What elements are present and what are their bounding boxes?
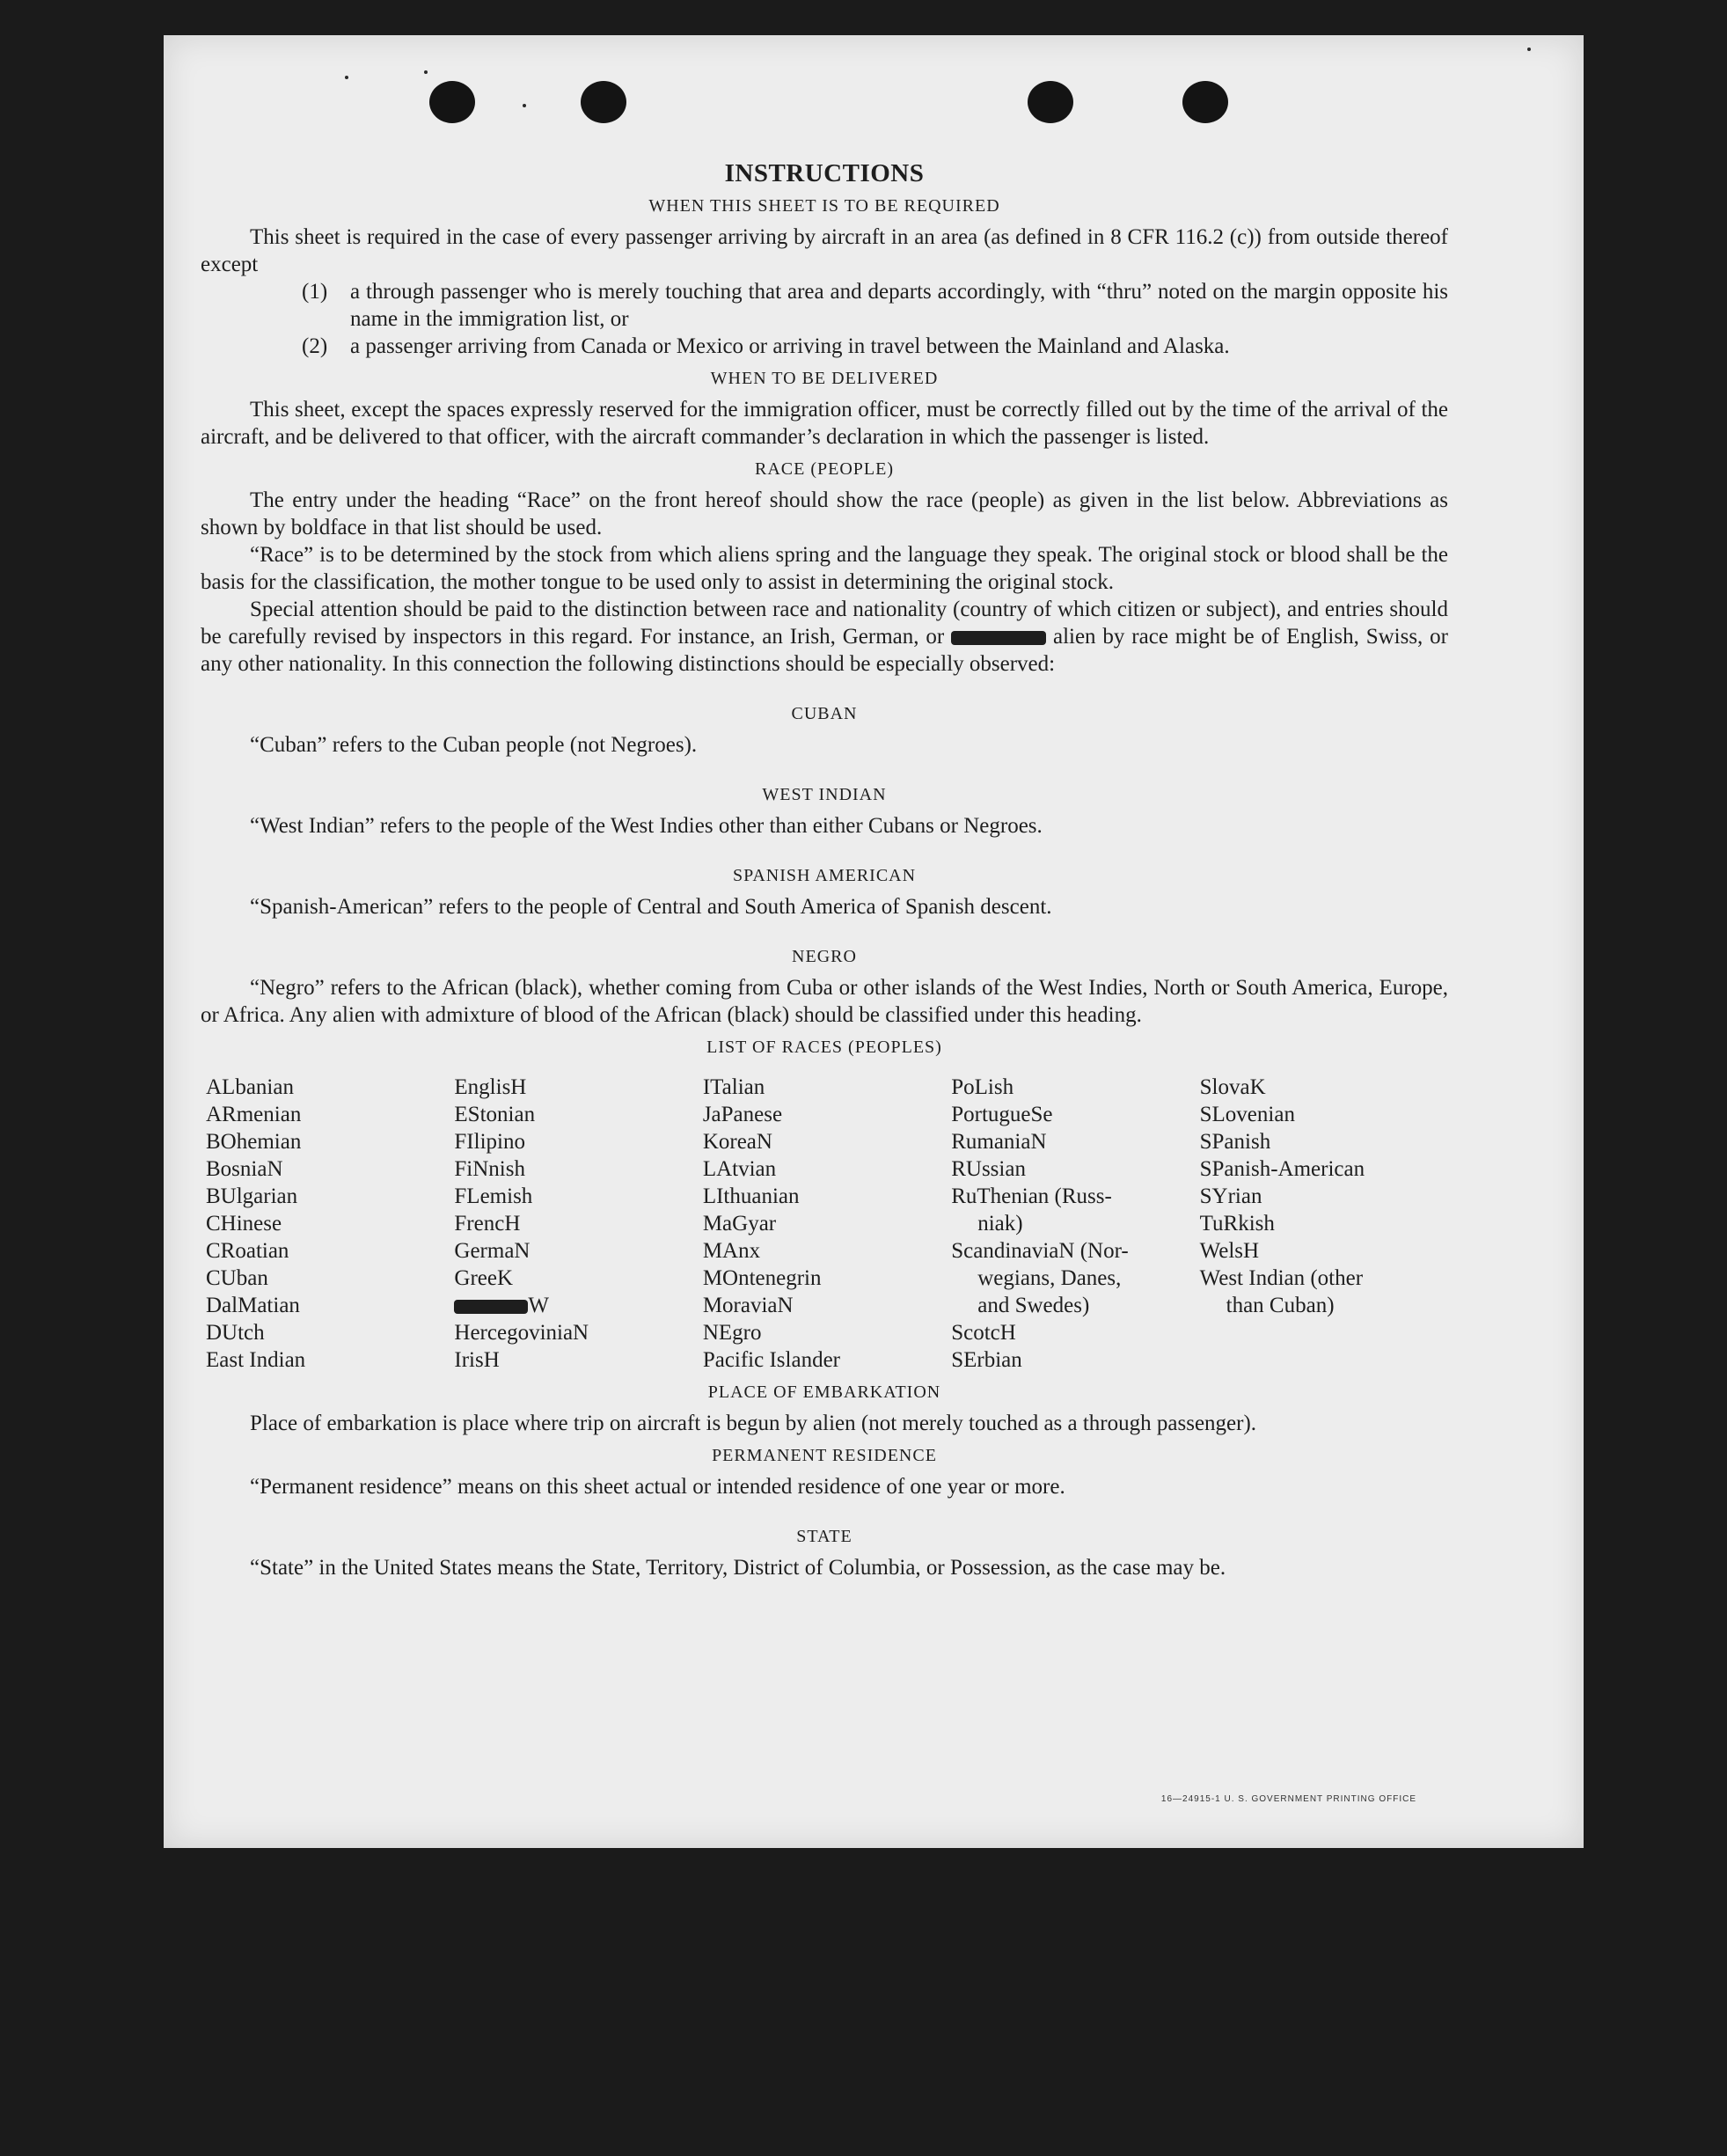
race-item-continued: wegians, Danes, (977, 1266, 1122, 1290)
races-column-4 (951, 1074, 1199, 1374)
punch-hole-1 (429, 81, 475, 123)
race-item: IrisH (454, 1348, 500, 1372)
race-item: RuThenian (Russ- (951, 1184, 1112, 1208)
cuban-text: “Cuban” refers to the Cuban people (not Negroes). (250, 733, 698, 757)
race-item-continued: niak) (977, 1212, 1023, 1236)
race-item-redacted (454, 1292, 702, 1319)
race-item: SlovaK (1199, 1075, 1266, 1099)
race-item: ALbanian (206, 1075, 294, 1099)
race-item-continued: than Cuban) (1226, 1294, 1335, 1317)
race-item: MOntenegrin (702, 1266, 822, 1290)
when-delivered-text: This sheet, except the spaces expressly reserved for the immigration officer, must be correctly filled out by the time of the arrival of the aircraft, and be delivered to that officer, with the aircraft commander’s declaration in which the passenger is listed. (201, 398, 1448, 449)
races-column-1 (206, 1074, 454, 1374)
race-item: GermaN (454, 1239, 531, 1263)
item-text: a through passenger who is merely touching that area and departs accordingly, with “thru” noted on the margin opposite his name in the immigration list, or (350, 280, 1448, 331)
speck (424, 70, 428, 74)
race-item: ScandinaviaN (Nor- (951, 1239, 1129, 1263)
races-column-2 (454, 1074, 702, 1374)
race-item-suffix: W (528, 1294, 550, 1317)
race-item: EnglisH (454, 1075, 527, 1099)
race-item: East Indian (206, 1348, 306, 1372)
race-item: EStonian (454, 1103, 536, 1126)
race-item: SPanish (1199, 1130, 1271, 1154)
when-required-intro: This sheet is required in the case of every passenger arriving by aircraft in an area (as defined in 8 CFR 116.2 (c)) from outside thereof except (201, 225, 1448, 276)
state-text: “State” in the United States means the State, Territory, District of Columbia, or Possession, as the case may be. (250, 1556, 1226, 1580)
exception-item-1 (302, 278, 1448, 333)
race-item: LAtvian (702, 1157, 777, 1181)
negro-text: “Negro” refers to the African (black), whether coming from Cuba or other islands of the West Indies, North or South America, Europe, or Africa. Any alien with admixture of blood of the African (black) should be classified under this heading. (201, 976, 1448, 1027)
race-item: LIthuanian (702, 1184, 800, 1208)
west-indian-text: “West Indian” refers to the people of the West Indies other than either Cubans or Negroes. (250, 814, 1043, 838)
race-item: CUban (206, 1266, 268, 1290)
race-item: West Indian (other (1199, 1266, 1364, 1290)
race-item-continued: and Swedes) (977, 1294, 1090, 1317)
race-item: SYrian (1199, 1184, 1262, 1208)
race-item: MoraviaN (702, 1294, 794, 1317)
page-title: INSTRUCTIONS (724, 159, 925, 187)
race-item: JaPanese (702, 1103, 783, 1126)
heading-west-indian: WEST INDIAN (762, 785, 887, 804)
spanish-american-text: “Spanish-American” refers to the people of Central and South America of Spanish descent. (250, 895, 1052, 919)
item-text: a passenger arriving from Canada or Mexico or arriving in travel between the Mainland and Alaska. (350, 334, 1230, 358)
heading-spanish-american: SPANISH AMERICAN (732, 866, 917, 885)
race-item: RUssian (951, 1157, 1026, 1181)
speck (345, 76, 348, 79)
races-list (206, 1074, 1448, 1374)
race-item: SErbian (951, 1348, 1022, 1372)
race-item: BUlgarian (206, 1184, 298, 1208)
race-item: Pacific Islander (702, 1348, 840, 1372)
document-sheet (164, 35, 1584, 1848)
race-item: TuRkish (1199, 1212, 1275, 1236)
printer-imprint: 16—24915-1 U. S. GOVERNMENT PRINTING OFFICE (1160, 1794, 1416, 1804)
instructions-body (201, 160, 1448, 1581)
heading-permanent-residence: PERMANENT RESIDENCE (712, 1446, 937, 1465)
race-item: FIlipino (454, 1130, 525, 1154)
race-item: SPanish-American (1199, 1157, 1365, 1181)
heading-race: RACE (PEOPLE) (755, 459, 894, 479)
race-item: CHinese (206, 1212, 282, 1236)
race-item: HercegoviniaN (454, 1321, 589, 1345)
race-paragraph-3 (201, 596, 1448, 678)
race-item: FLemish (454, 1184, 533, 1208)
race-item: BosniaN (206, 1157, 283, 1181)
permanent-residence-text: “Permanent residence” means on this sheet actual or intended residence of one year or more. (250, 1475, 1065, 1499)
race-paragraph-2: “Race” is to be determined by the stock from which aliens spring and the language they speak. The original stock or blood shall be the basis for the classification, the mother tongue to be used only to assist in determining the original stock. (201, 543, 1448, 594)
redaction-mark (454, 1300, 528, 1314)
heading-cuban: CUBAN (791, 704, 858, 723)
race-item: WelsH (1199, 1239, 1260, 1263)
exception-item-2 (302, 333, 1448, 360)
redaction-mark (951, 631, 1046, 645)
race-item: PortugueSe (951, 1103, 1053, 1126)
punch-hole-4 (1182, 81, 1228, 123)
race-item: ScotcH (951, 1321, 1016, 1345)
race-item: RumaniaN (951, 1130, 1047, 1154)
race-paragraph-3b: alien by race might be of English, Swiss, or any other nationality. In this connection the following distinctions should be especially observed: (201, 625, 1449, 676)
race-item: BOhemian (206, 1130, 302, 1154)
race-item: PoLish (951, 1075, 1014, 1099)
race-item: FiNnish (454, 1157, 525, 1181)
race-item: MAnx (702, 1239, 761, 1263)
item-number: (1) (302, 280, 328, 304)
punch-hole-2 (581, 81, 626, 123)
race-paragraph-3a: Special attention should be paid to the distinction between race and nationality (country of which citizen or subject), and entries should be carefully revised by inspectors in this regard. For instance, an Irish, German, or (201, 598, 1448, 649)
heading-place-of-embarkation: PLACE OF EMBARKATION (707, 1382, 941, 1402)
heading-negro: NEGRO (792, 947, 857, 966)
race-item: KoreaN (702, 1130, 772, 1154)
item-number: (2) (302, 334, 328, 358)
heading-state: STATE (796, 1527, 853, 1546)
punch-hole-3 (1028, 81, 1073, 123)
race-item: CRoatian (206, 1239, 289, 1263)
speck (1527, 48, 1531, 51)
speck (523, 104, 526, 107)
race-item: NEgro (702, 1321, 762, 1345)
race-item: DalMatian (206, 1294, 300, 1317)
heading-list-of-races: LIST OF RACES (PEOPLES) (706, 1038, 942, 1057)
race-item: GreeK (454, 1266, 514, 1290)
race-item: SLovenian (1199, 1103, 1295, 1126)
race-item: ITalian (702, 1075, 765, 1099)
race-item: DUtch (206, 1321, 265, 1345)
heading-when-delivered: WHEN TO BE DELIVERED (710, 369, 939, 388)
race-item: FrencH (454, 1212, 521, 1236)
races-column-3 (703, 1074, 951, 1374)
races-column-5 (1200, 1074, 1448, 1374)
place-of-embarkation-text: Place of embarkation is place where trip on aircraft is begun by alien (not merely touched as a through passenger). (250, 1412, 1257, 1435)
race-item: ARmenian (206, 1103, 302, 1126)
race-item: MaGyar (702, 1212, 777, 1236)
race-paragraph-1: The entry under the heading “Race” on the front hereof should show the race (people) as given in the list below. Abbreviations as shown by boldface in that list should be used. (201, 488, 1448, 539)
heading-when-required: WHEN THIS SHEET IS TO BE REQUIRED (648, 196, 1000, 216)
